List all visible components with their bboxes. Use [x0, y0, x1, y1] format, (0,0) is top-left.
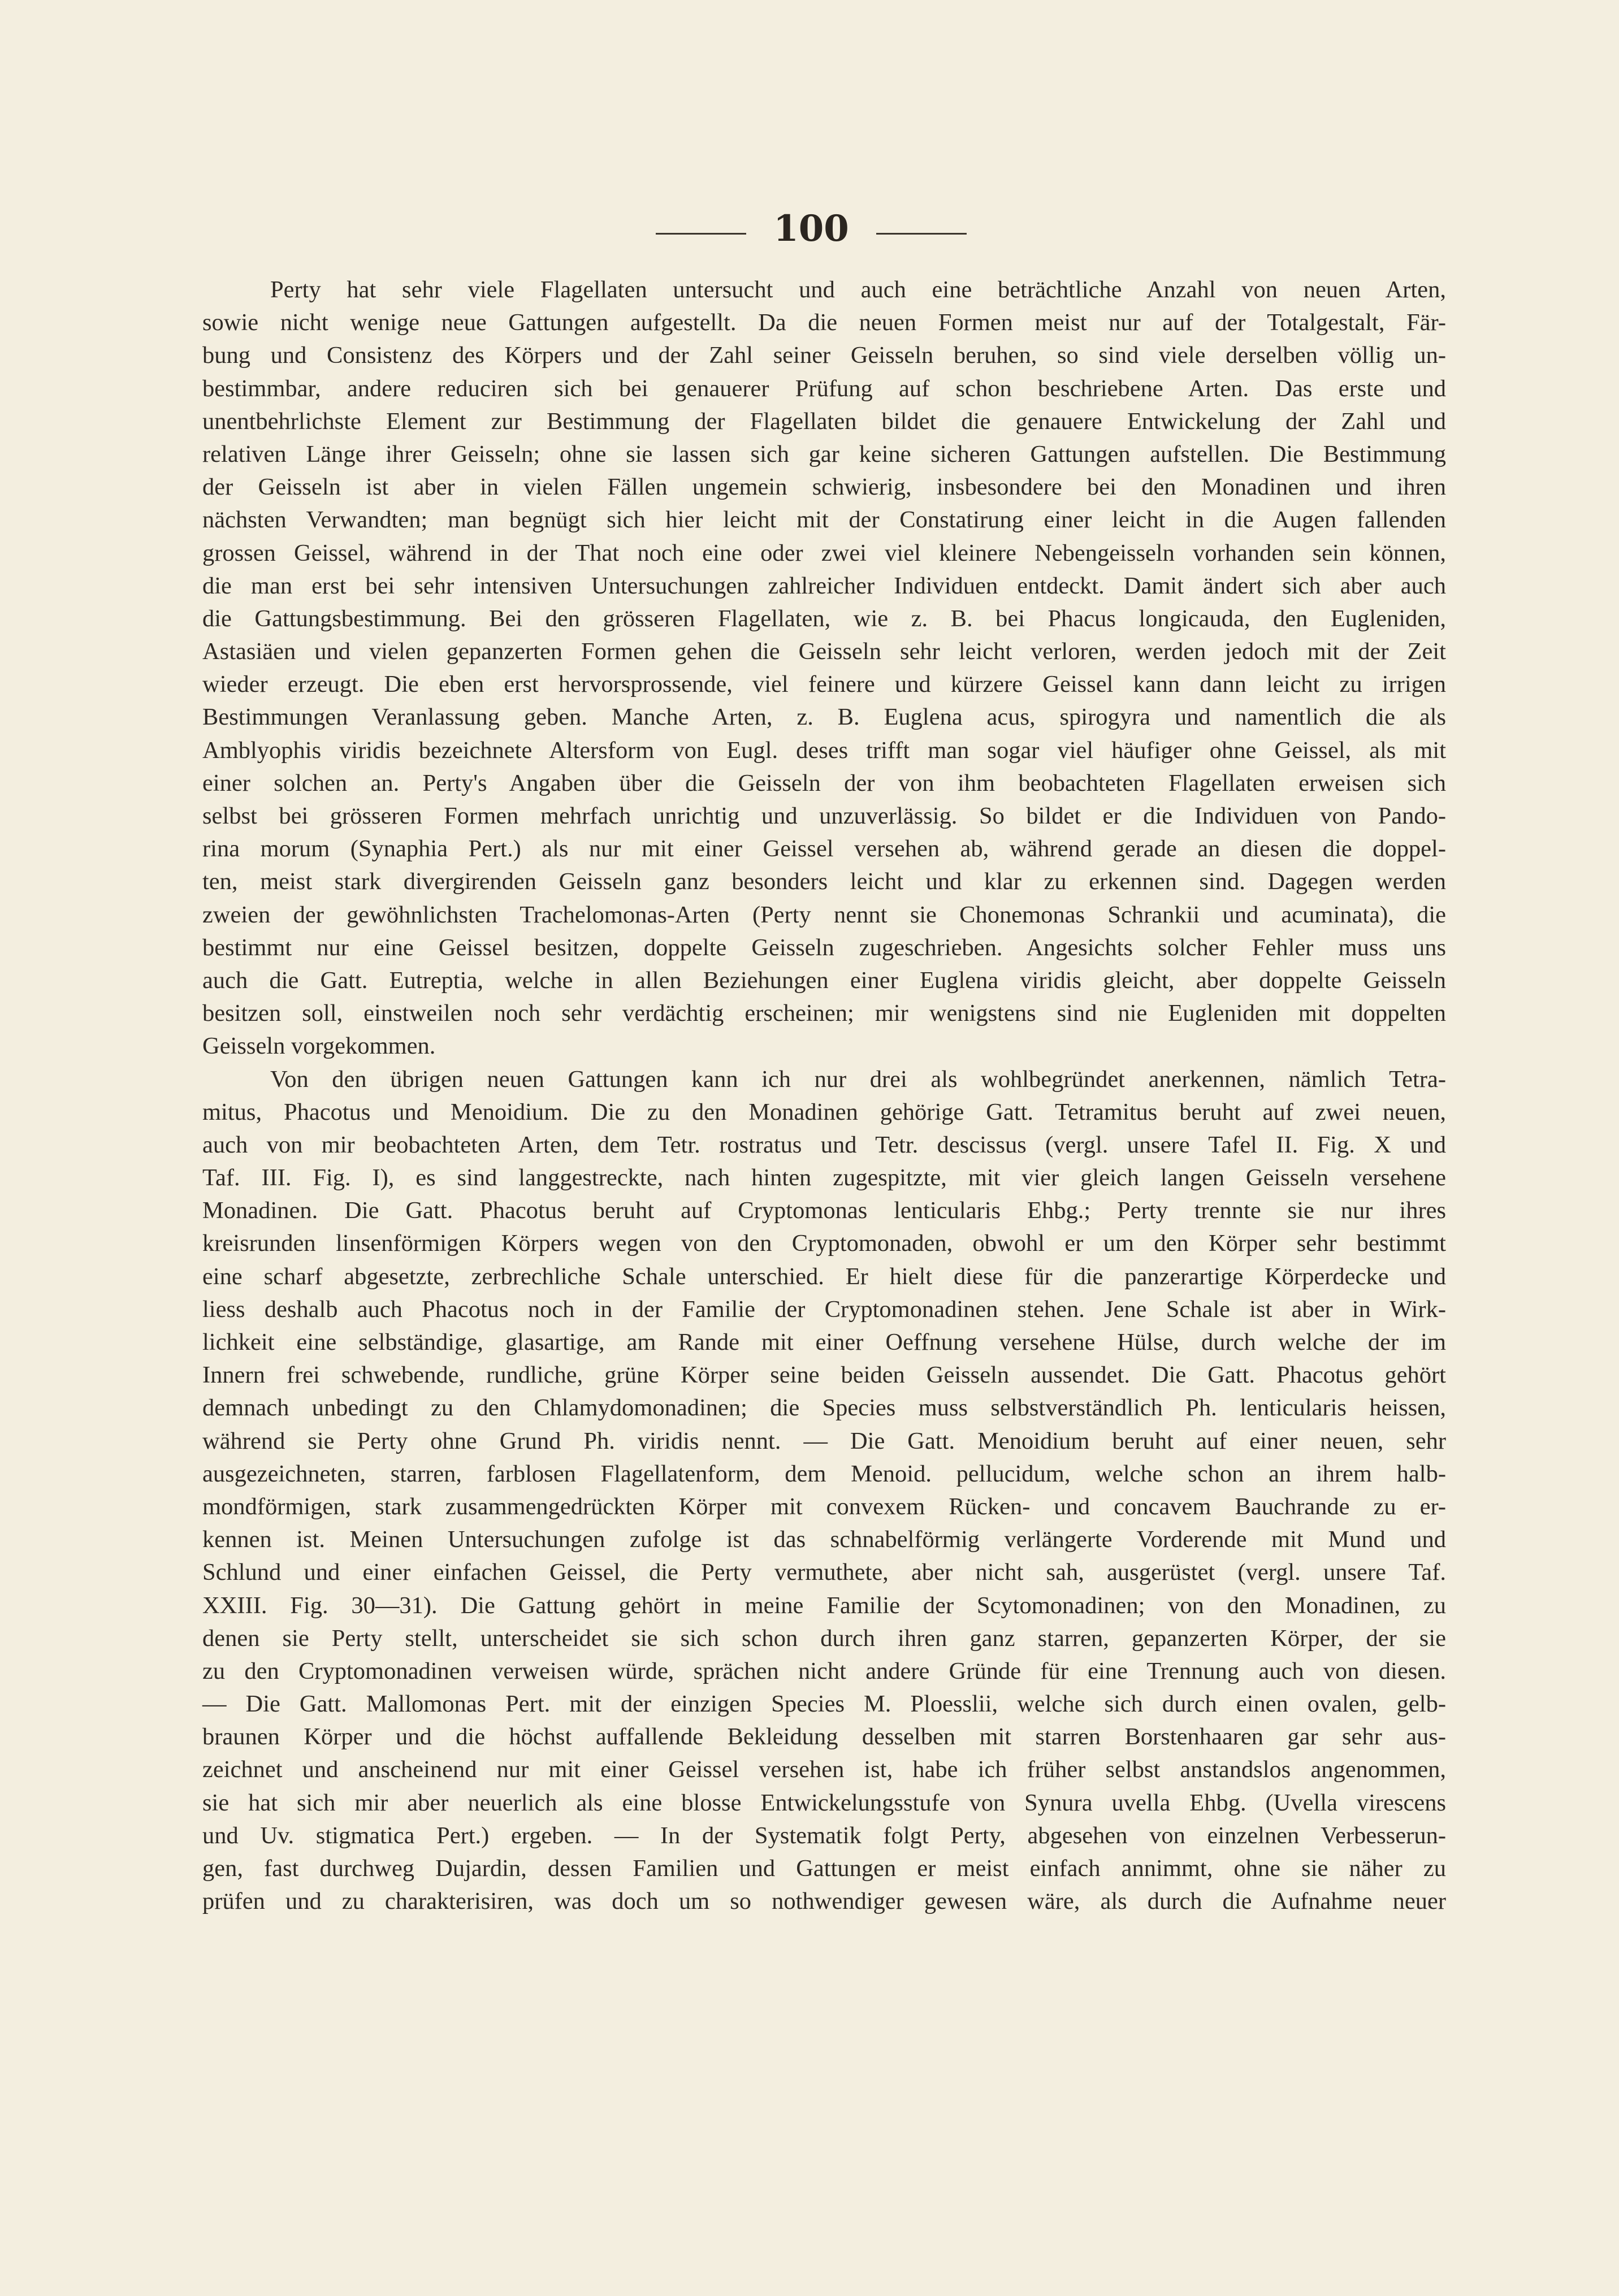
text-line: braunen Körper und die höchst auffallende Bekleidung desselben mit starren Borstenhaaren gar sehr aus- [202, 1723, 1446, 1751]
text-line: bestimmbar, andere reduciren sich bei genauerer Prüfung auf schon beschriebene Arten. Das erste und [202, 375, 1446, 402]
text-line: auch die Gatt. Eutreptia, welche in allen Beziehungen einer Euglena viridis gleicht, aber doppelte Geisseln [202, 967, 1446, 994]
text-line: eine scharf abgesetzte, zerbrechliche Schale unterschied. Er hielt diese für die panzerartige Körperdecke und [202, 1263, 1446, 1290]
text-line: Innern frei schwebende, rundliche, grüne Körper seine beiden Geisseln aussendet. Die Gatt. Phacotus gehört [202, 1362, 1446, 1389]
text-line: demnach unbedingt zu den Chlamydomonadinen; die Species muss selbstverständlich Ph. lenticularis heissen, [202, 1394, 1446, 1422]
text-line: kreisrunden linsenförmigen Körpers wegen von den Cryptomonaden, obwohl er um den Körper sehr bestimmt [202, 1230, 1446, 1257]
text-line: unentbehrlichste Element zur Bestimmung der Flagellaten bildet die genauere Entwickelung der Zahl und [202, 408, 1446, 435]
text-line: nächsten Verwandten; man begnügt sich hier leicht mit der Constatirung einer leicht in die Augen fallenden [202, 506, 1446, 534]
text-line: wieder erzeugt. Die eben erst hervorsprossende, viel feinere und kürzere Geissel kann dann leicht zu irrigen [202, 671, 1446, 698]
text-line: selbst bei grösseren Formen mehrfach unrichtig und unzuverlässig. So bildet er die Individuen von Pando- [202, 803, 1446, 829]
header-rule-right [876, 233, 967, 235]
text-line: Schlund und einer einfachen Geissel, die Perty vermuthete, aber nicht sah, ausgerüstet (vergl. unsere Taf. [202, 1559, 1446, 1586]
text-line: Von den übrigen neuen Gattungen kann ich nur drei als wohlbegründet anerkennen, nämlich Tetra- [270, 1065, 1446, 1093]
text-line: sie hat sich mir aber neuerlich als eine blosse Entwickelungsstufe von Synura uvella Ehbg. (Uvella virescens [202, 1789, 1446, 1816]
text-line: mondförmigen, stark zusammengedrückten Körper mit convexem Rücken- und concavem Bauchrande zu er- [202, 1493, 1446, 1520]
text-line: sowie nicht wenige neue Gattungen aufgestellt. Da die neuen Formen meist nur auf der Totalgestalt, Fär- [202, 309, 1446, 336]
text-line: die Gattungsbestimmung. Bei den grösseren Flagellaten, wie z. B. bei Phacus longicauda, den Eugleniden, [202, 605, 1446, 632]
text-line: während sie Perty ohne Grund Ph. viridis nennt. — Die Gatt. Menoidium beruht auf einer neuen, sehr [202, 1427, 1446, 1454]
text-line: Bestimmungen Veranlassung geben. Manche Arten, z. B. Euglena acus, spirogyra und namentlich die als [202, 704, 1446, 731]
text-line: mitus, Phacotus und Menoidium. Die zu den Monadinen gehörige Gatt. Tetramitus beruht auf zwei neuen, [202, 1098, 1446, 1125]
text-line: bestimmt nur eine Geissel besitzen, doppelte Geisseln zugeschrieben. Angesichts solcher Fehler muss uns [202, 934, 1446, 961]
text-line: Amblyophis viridis bezeichnete Altersform von Eugl. deses trifft man sogar viel häufiger ohne Geissel, als mit [202, 737, 1446, 764]
text-line: Perty hat sehr viele Flagellaten untersucht und auch eine beträchtliche Anzahl von neuen Arten, [270, 276, 1446, 303]
body-text [202, 274, 1446, 1918]
text-line: besitzen soll, einstweilen noch sehr verdächtig erscheinen; mir wenigstens sind nie Eugleniden mit doppelten [202, 1000, 1446, 1027]
text-line: zeichnet und anscheinend nur mit einer Geissel versehen ist, habe ich früher selbst anstandslos angenommen, [202, 1756, 1446, 1783]
text-line: denen sie Perty stellt, unterscheidet sie sich schon durch ihren ganz starren, gepanzerten Körper, der sie [202, 1624, 1446, 1652]
text-line: grossen Geissel, während in der That noch eine oder zwei viel kleinere Nebengeisseln vorhanden sein können, [202, 539, 1446, 566]
text-line: — Die Gatt. Mallomonas Pert. mit der einzigen Species M. Ploesslii, welche sich durch einen ovalen, gelb- [202, 1691, 1446, 1718]
text-line: zweien der gewöhnlichsten Trachelomonas-Arten (Perty nennt sie Chonemonas Schrankii und acuminata), die [202, 901, 1446, 928]
page-header [0, 203, 1619, 254]
text-line: der Geisseln ist aber in vielen Fällen ungemein schwierig, insbesondere bei den Monadinen und ihren [202, 474, 1446, 501]
header-rule-left [656, 233, 746, 235]
text-line: auch von mir beobachteten Arten, dem Tetr. rostratus und Tetr. descissus (vergl. unsere Tafel II. Fig. X und [202, 1131, 1446, 1158]
text-line: liess deshalb auch Phacotus noch in der Familie der Cryptomonadinen stehen. Jene Schale ist aber in Wirk- [202, 1296, 1446, 1323]
text-line: Monadinen. Die Gatt. Phacotus beruht auf Cryptomonas lenticularis Ehbg.; Perty trennte sie nur ihres [202, 1197, 1446, 1224]
text-line: XXIII. Fig. 30—31). Die Gattung gehört in meine Familie der Scytomonadinen; von den Monadinen, zu [202, 1592, 1446, 1619]
text-line: ten, meist stark divergirenden Geisseln ganz besonders leicht und klar zu erkennen sind. Dagegen werden [202, 868, 1446, 895]
text-line: zu den Cryptomonadinen verweisen würde, sprächen nicht andere Gründe für eine Trennung auch von diesen. [202, 1657, 1446, 1684]
text-line: relativen Länge ihrer Geisseln; ohne sie lassen sich gar keine sicheren Gattungen aufstellen. Die Bestimmung [202, 440, 1446, 467]
text-line: Geisseln vorgekommen. [202, 1033, 436, 1060]
text-line: kennen ist. Meinen Untersuchungen zufolge ist das schnabelförmig verlängerte Vorderende mit Mund und [202, 1526, 1446, 1553]
text-line: gen, fast durchweg Dujardin, dessen Familien und Gattungen er meist einfach annimmt, ohne sie näher zu [202, 1855, 1446, 1882]
text-line: prüfen und zu charakterisiren, was doch um so nothwendiger gewesen wäre, als durch die Aufnahme neuer [202, 1888, 1446, 1915]
text-line: die man erst bei sehr intensiven Untersuchungen zahlreicher Individuen entdeckt. Damit ändert sich aber auch [202, 572, 1446, 599]
text-line: Taf. III. Fig. I), es sind langgestreckte, nach hinten zugespitzte, mit vier gleich langen Geisseln versehene [202, 1164, 1446, 1192]
text-line: rina morum (Synaphia Pert.) als nur mit einer Geissel versehen ab, während gerade an diesen die doppel- [202, 835, 1446, 863]
text-line: ausgezeichneten, starren, farblosen Flagellatenform, dem Menoid. pellucidum, welche schon an ihrem halb- [202, 1460, 1446, 1487]
text-line: lichkeit eine selbständige, glasartige, am Rande mit einer Oeffnung versehene Hülse, durch welche der im [202, 1329, 1446, 1355]
page-number: 100 [773, 207, 849, 250]
text-line: einer solchen an. Perty's Angaben über die Geisseln der von ihm beobachteten Flagellaten erweisen sich [202, 769, 1446, 796]
text-line: Astasiäen und vielen gepanzerten Formen gehen die Geisseln sehr leicht verloren, werden jedoch mit der Zeit [202, 638, 1446, 665]
text-line: bung und Consistenz des Körpers und der Zahl seiner Geisseln beruhen, so sind viele derselben völlig un- [202, 342, 1446, 369]
text-line: und Uv. stigmatica Pert.) ergeben. — In der Systematik folgt Perty, abgesehen von einzelnen Verbesserun- [202, 1822, 1446, 1849]
